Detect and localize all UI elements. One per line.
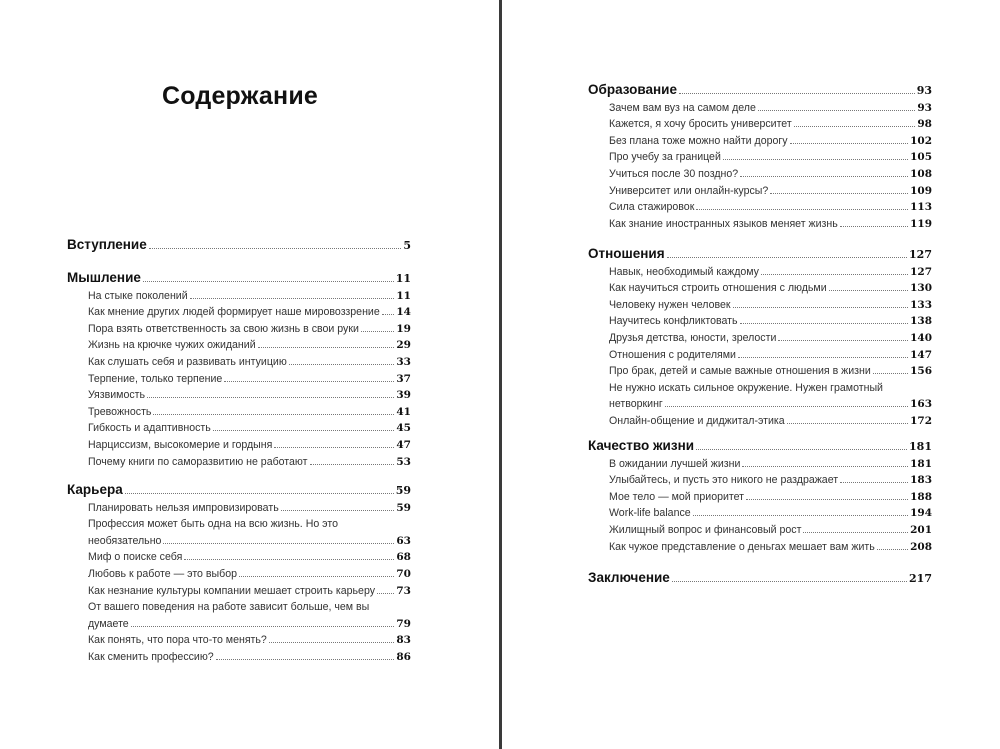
- toc-entry[interactable]: [67, 368, 411, 385]
- entry-title: Сила стажировок: [609, 201, 695, 214]
- entry-title: Как чужое представление о деньгах мешает вам жить: [609, 540, 875, 553]
- dot-leader: [746, 499, 908, 500]
- entry-page-number: 70: [396, 567, 411, 580]
- entry-title: Как научиться строить отношения с людьми: [609, 282, 827, 295]
- entry-page-number: 140: [910, 331, 932, 344]
- toc-entry[interactable]: [67, 335, 411, 352]
- entry-title: Улыбайтесь, и пусть это никого не раздражает: [609, 474, 839, 487]
- entry-title: Зачем вам вуз на самом деле: [609, 101, 756, 114]
- toc-entry[interactable]: [588, 97, 932, 114]
- entry-title: Нарциссизм, высокомерие и гордыня: [88, 438, 273, 451]
- dot-leader: [740, 323, 909, 324]
- toc-section-heading[interactable]: [588, 567, 932, 585]
- page-title: Содержание: [161, 82, 319, 110]
- entry-page-number: 19: [396, 322, 411, 335]
- dot-leader: [770, 193, 908, 194]
- toc-entry[interactable]: [588, 327, 932, 344]
- dot-leader: [258, 347, 395, 348]
- dot-leader: [742, 466, 908, 467]
- toc-entry[interactable]: [588, 261, 932, 278]
- dot-leader: [131, 626, 395, 627]
- toc-entry[interactable]: [67, 351, 411, 368]
- toc-section-heading[interactable]: [588, 243, 932, 261]
- entry-page-number: 98: [917, 118, 932, 131]
- section-title: Образование: [588, 82, 677, 97]
- dot-leader: [840, 482, 908, 483]
- entry-page-number: 63: [396, 534, 411, 547]
- toc-entry[interactable]: [588, 377, 932, 394]
- entry-title: Не нужно искать сильное окружение. Нужен грамотный: [609, 381, 883, 394]
- toc-entry[interactable]: [67, 646, 411, 663]
- entry-title: В ожидании лучшей жизни: [609, 457, 741, 470]
- toc-entry[interactable]: [588, 519, 932, 536]
- toc-section-heading[interactable]: [67, 234, 411, 252]
- toc-entry[interactable]: [588, 453, 932, 470]
- dot-leader: [149, 248, 402, 249]
- entry-page-number: 156: [910, 365, 932, 378]
- dot-leader: [790, 143, 909, 144]
- toc-entry[interactable]: [67, 285, 411, 302]
- toc-entry[interactable]: [67, 597, 411, 614]
- dot-leader: [239, 576, 394, 577]
- dot-leader: [213, 430, 395, 431]
- entry-title: Человеку нужен человек: [609, 298, 731, 311]
- entry-page-number: 147: [910, 348, 932, 361]
- section-page-number: 127: [909, 248, 932, 261]
- toc-entry[interactable]: [588, 114, 932, 131]
- entry-title: Как незнание культуры компании мешает строить карьеру: [88, 584, 376, 597]
- dot-leader: [738, 357, 908, 358]
- entry-title: Жизнь на крючке чужих ожиданий: [88, 339, 256, 352]
- entry-title: нетворкинг: [609, 398, 663, 411]
- dot-leader: [224, 381, 394, 382]
- entry-title: Научитесь конфликтовать: [609, 315, 738, 328]
- entry-page-number: 108: [910, 167, 932, 180]
- entry-title: Учиться после 30 поздно?: [609, 167, 739, 180]
- section-title: Качество жизни: [588, 438, 695, 453]
- toc-entry[interactable]: [588, 163, 932, 180]
- entry-title: Как слушать себя и развивать интуицию: [88, 355, 287, 368]
- entry-title: необязательно: [88, 534, 162, 547]
- toc-entry[interactable]: [588, 344, 932, 361]
- toc-entry[interactable]: [588, 536, 932, 553]
- entry-title: Как понять, что пора что-то менять?: [88, 634, 267, 647]
- dot-leader: [696, 449, 907, 450]
- toc-section: [588, 79, 932, 230]
- toc-entry[interactable]: [67, 563, 411, 580]
- entry-page-number: 119: [910, 217, 932, 230]
- toc-entry[interactable]: [588, 361, 932, 378]
- entry-page-number: 133: [910, 298, 932, 311]
- entry-page-number: 183: [910, 474, 932, 487]
- section-page-number: 11: [395, 272, 411, 285]
- entry-page-number: 86: [396, 650, 411, 663]
- dot-leader: [163, 543, 394, 544]
- entry-title: Любовь к работе — это выбор: [88, 567, 237, 580]
- dot-leader: [665, 406, 908, 407]
- dot-leader: [377, 593, 394, 594]
- entry-page-number: 188: [910, 490, 932, 503]
- entry-title: Про учебу за границей: [609, 151, 721, 164]
- section-title: Заключение: [588, 570, 670, 585]
- dot-leader: [829, 290, 908, 291]
- dot-leader: [758, 110, 915, 111]
- section-title: Отношения: [588, 246, 665, 261]
- section-title: Карьера: [67, 482, 123, 497]
- entry-page-number: 47: [396, 438, 411, 451]
- entry-title: Отношения с родителями: [609, 348, 736, 361]
- entry-page-number: 83: [396, 634, 411, 647]
- toc-entry[interactable]: [67, 401, 411, 418]
- entry-page-number: 181: [910, 457, 932, 470]
- toc-section: [588, 567, 932, 585]
- dot-leader: [125, 493, 394, 494]
- dot-leader: [696, 209, 908, 210]
- entry-title: Планировать нельзя импровизировать: [88, 501, 279, 514]
- entry-page-number: 37: [396, 372, 411, 385]
- entry-page-number: 68: [396, 551, 411, 564]
- entry-title: Миф о поиске себя: [88, 551, 183, 564]
- left-page: [0, 0, 499, 749]
- entry-page-number: 45: [396, 422, 411, 435]
- entry-title: Про брак, детей и самые важные отношения в жизни: [609, 365, 871, 378]
- toc-section: [588, 243, 932, 427]
- entry-page-number: 73: [396, 584, 411, 597]
- dot-leader: [787, 423, 908, 424]
- dot-leader: [190, 298, 395, 299]
- entry-page-number: 201: [910, 523, 932, 536]
- dot-leader: [761, 274, 908, 275]
- dot-leader: [184, 559, 394, 560]
- toc-entry[interactable]: [67, 302, 411, 319]
- toc-entry[interactable]: [588, 197, 932, 214]
- entry-title: От вашего поведения на работе зависит больше, чем вы: [88, 601, 370, 614]
- toc-entry[interactable]: [67, 434, 411, 451]
- entry-page-number: 41: [396, 405, 411, 418]
- toc-entry[interactable]: [588, 294, 932, 311]
- toc-entry[interactable]: [67, 385, 411, 402]
- entry-page-number: 11: [396, 289, 411, 302]
- entry-page-number: 14: [396, 306, 411, 319]
- toc-section-heading[interactable]: [588, 435, 932, 453]
- entry-page-number: 105: [910, 151, 932, 164]
- entry-title: Гибкость и адаптивность: [88, 422, 211, 435]
- dot-leader: [216, 659, 395, 660]
- entry-page-number: 127: [910, 265, 932, 278]
- entry-page-number: 163: [910, 398, 932, 411]
- toc-section: [588, 435, 932, 553]
- toc-entry[interactable]: [67, 530, 411, 547]
- dot-leader: [733, 307, 909, 308]
- dot-leader: [667, 257, 907, 258]
- toc-entry[interactable]: [67, 547, 411, 564]
- entry-page-number: 138: [910, 315, 932, 328]
- entry-title: думаете: [88, 617, 129, 630]
- entry-title: Тревожность: [88, 405, 152, 418]
- toc-entry[interactable]: [588, 147, 932, 164]
- toc-entry[interactable]: [588, 486, 932, 503]
- dot-leader: [153, 414, 394, 415]
- toc-section: [67, 234, 411, 252]
- entry-page-number: 172: [910, 414, 932, 427]
- toc-entry[interactable]: [67, 318, 411, 335]
- toc-entry[interactable]: [588, 278, 932, 295]
- dot-leader: [840, 226, 908, 227]
- entry-title: Онлайн-общение и диджитал-этика: [609, 414, 785, 427]
- toc-entry[interactable]: [588, 311, 932, 328]
- entry-page-number: 130: [910, 282, 932, 295]
- entry-title: На стыке поколений: [88, 289, 188, 302]
- section-page-number: 217: [909, 572, 932, 585]
- entry-title: Без плана тоже можно найти дорогу: [609, 134, 788, 147]
- entry-page-number: 59: [396, 501, 411, 514]
- toc-entry[interactable]: [588, 470, 932, 487]
- toc-entry[interactable]: [67, 613, 411, 630]
- entry-page-number: 79: [396, 617, 411, 630]
- entry-title: Как мнение других людей формирует наше мировоззрение: [88, 306, 380, 319]
- dot-leader: [147, 397, 394, 398]
- toc-entry[interactable]: [588, 410, 932, 427]
- entry-title: Навык, необходимый каждому: [609, 265, 759, 278]
- toc-entry[interactable]: [588, 130, 932, 147]
- entry-page-number: 53: [396, 455, 411, 468]
- entry-title: Жилищный вопрос и финансовый рост: [609, 523, 802, 536]
- toc-entry[interactable]: [588, 503, 932, 520]
- toc-entry[interactable]: [67, 580, 411, 597]
- entry-title: Терпение, только терпение: [88, 372, 223, 385]
- toc-section-heading[interactable]: [67, 267, 411, 285]
- dot-leader: [274, 447, 394, 448]
- entry-title: Как сменить профессию?: [88, 650, 214, 663]
- entry-title: Пора взять ответственность за свою жизнь в свои руки: [88, 322, 359, 335]
- entry-title: Мое тело — мой приоритет: [609, 490, 745, 503]
- toc-section-heading[interactable]: [67, 479, 411, 497]
- entry-page-number: 33: [396, 355, 411, 368]
- entry-page-number: 208: [910, 540, 932, 553]
- toc-section: [67, 267, 411, 468]
- section-page-number: 59: [395, 484, 411, 497]
- toc-entry[interactable]: [67, 514, 411, 531]
- toc-entry[interactable]: [67, 497, 411, 514]
- dot-leader: [672, 581, 907, 582]
- dot-leader: [873, 373, 908, 374]
- toc-entry[interactable]: [588, 394, 932, 411]
- entry-page-number: 194: [910, 507, 932, 520]
- toc-entry[interactable]: [588, 213, 932, 230]
- dot-leader: [877, 549, 908, 550]
- section-page-number: 181: [909, 440, 932, 453]
- dot-leader: [269, 642, 395, 643]
- dot-leader: [679, 93, 915, 94]
- entry-page-number: 93: [917, 101, 932, 114]
- entry-title: Профессия может быть одна на всю жизнь. Но это: [88, 518, 338, 531]
- entry-page-number: 109: [910, 184, 932, 197]
- entry-title: Университет или онлайн-курсы?: [609, 184, 769, 197]
- entry-page-number: 102: [910, 134, 932, 147]
- section-title: Вступление: [67, 237, 147, 252]
- entry-title: Уязвимость: [88, 389, 146, 402]
- entry-title: Почему книги по саморазвитию не работают: [88, 455, 308, 468]
- dot-leader: [803, 532, 908, 533]
- section-page-number: 93: [916, 84, 932, 97]
- section-title: Мышление: [67, 270, 141, 285]
- dot-leader: [361, 331, 394, 332]
- dot-leader: [382, 314, 395, 315]
- dot-leader: [310, 464, 395, 465]
- dot-leader: [693, 515, 908, 516]
- toc-entry[interactable]: [67, 630, 411, 647]
- toc-section: [67, 479, 411, 663]
- entry-title: Кажется, я хочу бросить университет: [609, 118, 792, 131]
- dot-leader: [723, 159, 908, 160]
- toc-section-heading[interactable]: [588, 79, 932, 97]
- dot-leader: [740, 176, 908, 177]
- toc-entry[interactable]: [588, 180, 932, 197]
- entry-page-number: 29: [396, 339, 411, 352]
- dot-leader: [778, 340, 908, 341]
- entry-title: Work-life balance: [609, 507, 691, 520]
- entry-title: Друзья детства, юности, зрелости: [609, 331, 777, 344]
- right-page: [502, 0, 1000, 749]
- entry-title: Как знание иностранных языков меняет жизнь: [609, 217, 838, 230]
- dot-leader: [289, 364, 395, 365]
- dot-leader: [143, 281, 394, 282]
- toc-entry[interactable]: [67, 451, 411, 468]
- section-page-number: 5: [403, 239, 411, 252]
- dot-leader: [281, 510, 395, 511]
- entry-page-number: 39: [396, 389, 411, 402]
- dot-leader: [794, 126, 916, 127]
- entry-page-number: 113: [910, 201, 932, 214]
- toc-entry[interactable]: [67, 418, 411, 435]
